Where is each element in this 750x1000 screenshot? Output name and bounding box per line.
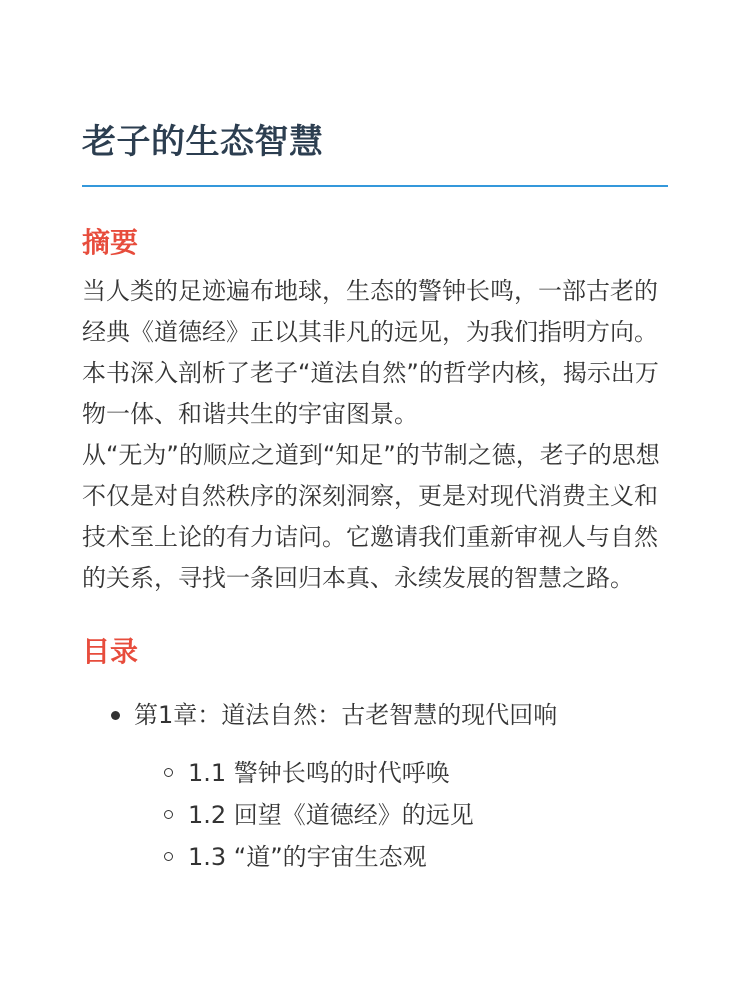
title-divider [82, 185, 668, 187]
toc-section-label: 1.3 “道”的宇宙生态观 [188, 843, 427, 871]
document-title: 老子的生态智慧 [82, 122, 324, 162]
abstract-paragraph: 从“无为”的顺应之道到“知足”的节制之德，老子的思想不仅是对自然秩序的深刻洞察，更是对现代消费主义和技术至上论的有力诘问。它邀请我们重新审视人与自然的关系，寻找一条回归本真、永续发展的智慧之路。 [82, 441, 660, 592]
abstract-paragraph: 当人类的足迹遍布地球，生态的警钟长鸣，一部古老的经典《道德经》正以其非凡的远见，为我们指明方向。本书深入剖析了老子“道法自然”的哲学内核，揭示出万物一体、和谐共生的宇宙图景。 [82, 277, 659, 428]
table-of-contents [82, 696, 668, 878]
toc-section-label: 1.2 回望《道德经》的远见 [188, 801, 474, 829]
toc-section-list [134, 752, 668, 878]
bullet-circle-icon [164, 768, 173, 777]
document-page [82, 0, 668, 878]
toc-section-label: 1.1 警钟长鸣的时代呼唤 [188, 759, 450, 787]
toc-section[interactable] [134, 794, 668, 836]
toc-section[interactable] [134, 752, 668, 794]
abstract-body [82, 271, 668, 599]
bullet-disc-icon [111, 711, 120, 720]
toc-heading: 目录 [82, 635, 139, 668]
toc-chapter[interactable] [82, 696, 668, 878]
toc-chapter-label: 第1章：道法自然：古老智慧的现代回响 [134, 701, 558, 729]
abstract-heading: 摘要 [82, 226, 139, 259]
toc-section[interactable] [134, 836, 668, 878]
bullet-circle-icon [164, 852, 173, 861]
bullet-circle-icon [164, 810, 173, 819]
